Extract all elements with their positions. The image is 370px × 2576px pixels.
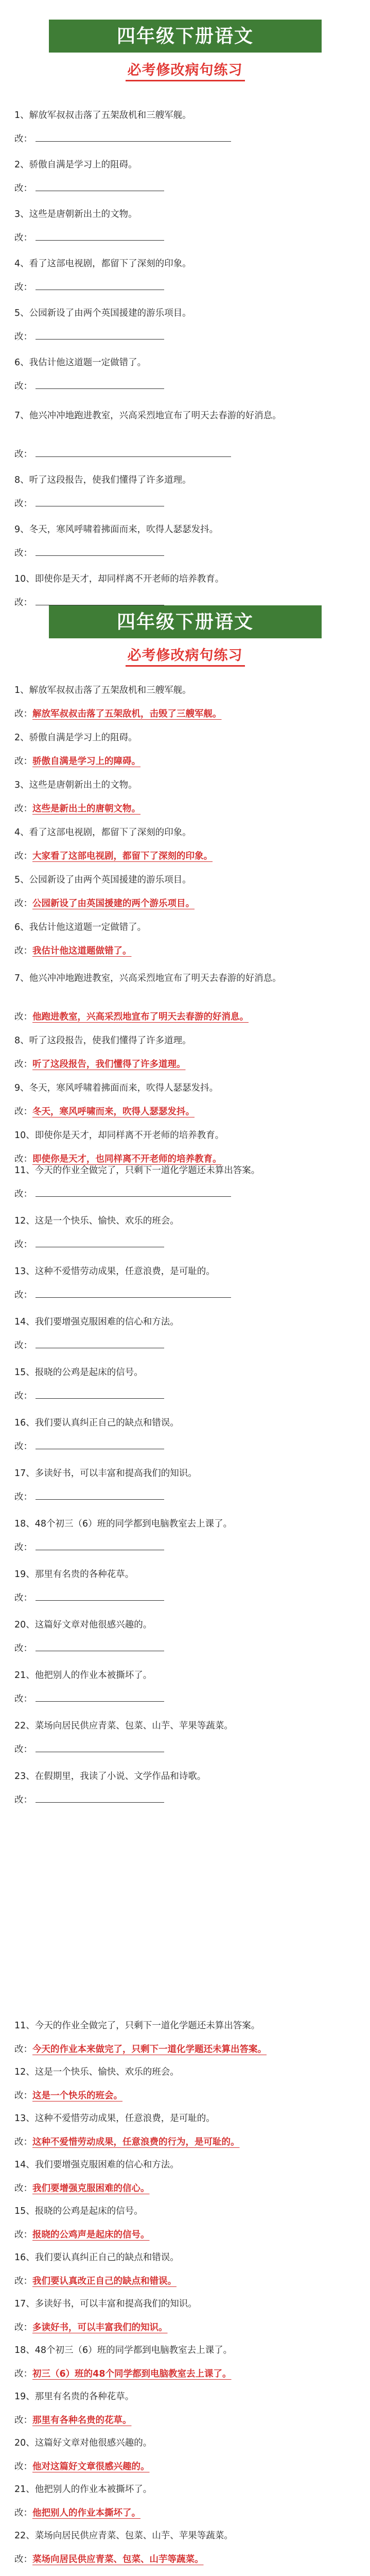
question-row <box>14 1164 359 1177</box>
question-row <box>14 1720 359 1732</box>
answer-blank-line <box>36 1340 164 1348</box>
answer-row <box>14 850 359 862</box>
question-text: 10、即使你是天才，却同样离不开老师的培养教育。 <box>14 1130 224 1141</box>
answer-blank-line <box>36 1743 164 1752</box>
question-row <box>14 573 359 585</box>
answer-text: 那里有各种名贵的花草。 <box>32 2415 132 2426</box>
question-row <box>14 2159 359 2171</box>
question-text: 7、他兴冲冲地跑进教室，兴高采烈地宣布了明天去春游的好消息。 <box>14 973 281 984</box>
question-text: 19、那里有名贵的各种花草。 <box>14 2392 134 2402</box>
question-row <box>14 2205 359 2217</box>
question-text: 3、这些是唐朝新出土的文物。 <box>14 209 137 219</box>
answer-row <box>14 1743 359 1756</box>
question-row <box>14 1265 359 1278</box>
answer-label: 改： <box>14 1442 32 1452</box>
answer-blank-line <box>36 448 231 457</box>
question-row <box>14 2391 359 2403</box>
answer-blank-line <box>36 1239 164 1247</box>
answer-text: 他对这篇好文章很感兴趣的。 <box>32 2462 150 2472</box>
question-text: 12、这是一个快乐、愉快、欢乐的班会。 <box>14 2067 179 2077</box>
question-row <box>14 2437 359 2449</box>
answer-blank-line <box>36 1693 164 1702</box>
question-text: 18、48个初三（6）班的同学都到电脑教室去上课了。 <box>14 1519 233 1529</box>
answer-blank-line <box>36 380 164 389</box>
question-row <box>14 969 359 988</box>
answer-label: 改： <box>14 282 32 293</box>
answer-label: 改： <box>14 1290 32 1300</box>
question-row <box>14 2483 359 2496</box>
question-row <box>14 779 359 791</box>
answer-label: 改： <box>14 2230 32 2240</box>
question-text: 13、这种不爱惜劳动成果，任意浪费，是可耻的。 <box>14 2113 215 2124</box>
answer-blank-line <box>36 1491 164 1500</box>
answer-blank-line <box>36 597 164 605</box>
answer-label: 改： <box>14 1391 32 1401</box>
answer-blank-line <box>36 1592 164 1601</box>
answer-blank-line <box>36 1541 164 1550</box>
answer-blank-line <box>36 331 164 340</box>
answer-blank-line <box>36 1794 164 1803</box>
answer-text: 菜场向居民供应青菜、包菜、山芋等蔬菜。 <box>32 2554 204 2565</box>
answer-text: 听了这段报告，我们懂得了许多道理。 <box>32 1059 186 1070</box>
question-text: 16、我们要认真纠正自己的缺点和错误。 <box>14 2252 179 2263</box>
question-row <box>14 2251 359 2264</box>
answer-label: 改： <box>14 2323 32 2333</box>
answer-row <box>14 1153 359 1165</box>
question-row <box>14 826 359 839</box>
question-row <box>14 684 359 697</box>
question-row <box>14 109 359 122</box>
answer-label: 改： <box>14 709 32 719</box>
question-row <box>14 2530 359 2542</box>
page-title-answers: 四年级下册语文 <box>49 605 322 638</box>
answer-row <box>14 498 359 510</box>
answer-text: 他跑进教室，兴高采烈地宣布了明天去春游的好消息。 <box>32 1012 249 1022</box>
answer-text: 多读好书，可以丰富我们的知识。 <box>32 2323 168 2333</box>
question-row <box>14 1035 359 1047</box>
answer-row <box>14 232 359 244</box>
answer-row <box>14 182 359 195</box>
answer-text: 报晓的公鸡声是起床的信号。 <box>32 2230 150 2240</box>
question-text: 8、听了这段报告，使我们懂得了许多道理。 <box>14 1036 191 1046</box>
answer-text: 这是一个快乐的班会。 <box>32 2091 122 2101</box>
question-text: 4、看了这部电视剧，都留下了深刻的印象。 <box>14 827 191 838</box>
answer-blank-line <box>36 1289 231 1298</box>
question-text: 18、48个初三（6）班的同学都到电脑教室去上课了。 <box>14 2345 233 2355</box>
question-text: 13、这种不爱惜劳动成果，任意浪费，是可耻的。 <box>14 1266 215 1277</box>
question-row <box>14 732 359 744</box>
answer-text: 今天的作业本来做完了，只剩下一道化学题还未算出答案。 <box>32 2044 267 2055</box>
question-text: 11、今天的作业全做完了，只剩下一道化学题还未算出答案。 <box>14 1165 260 1176</box>
question-text: 1、解放军叔叔击落了五架敌机和三艘军舰。 <box>14 110 191 121</box>
question-row <box>14 523 359 536</box>
question-row <box>14 208 359 221</box>
answer-row <box>14 945 359 957</box>
answer-label: 改： <box>14 2508 32 2518</box>
answer-label: 改： <box>14 2044 32 2055</box>
question-row <box>14 1215 359 1227</box>
answer-row <box>14 2553 359 2566</box>
answer-label: 改： <box>14 1154 32 1164</box>
answer-label: 改： <box>14 1744 32 1755</box>
answer-row <box>14 2461 359 2473</box>
question-text: 22、菜场向居民供应青菜、包菜、山芋、苹果等蔬菜。 <box>14 2531 233 2541</box>
question-text: 6、我估计他这道题一定做错了。 <box>14 922 147 933</box>
answer-label: 改： <box>14 1012 32 1022</box>
answer-row <box>14 2090 359 2102</box>
question-row <box>14 159 359 171</box>
answer-blank-line <box>36 498 164 506</box>
answer-label: 改： <box>14 1240 32 1250</box>
answer-row <box>14 1541 359 1554</box>
question-row <box>14 874 359 886</box>
question-row <box>14 1669 359 1682</box>
answer-text: 我们要增强克服困难的信心。 <box>32 2183 150 2194</box>
question-text: 15、报晓的公鸡是起床的信号。 <box>14 1367 143 1378</box>
question-row <box>14 1082 359 1094</box>
question-text: 22、菜场向居民供应青菜、包菜、山芋、苹果等蔬菜。 <box>14 1721 233 1731</box>
question-text: 19、那里有名贵的各种花草。 <box>14 1569 134 1580</box>
answer-label: 改： <box>14 548 32 558</box>
answer-label: 改： <box>14 1107 32 1117</box>
answer-label: 改： <box>14 1492 32 1502</box>
answer-row <box>14 2507 359 2519</box>
question-row <box>14 2298 359 2310</box>
question-text: 6、我估计他这道题一定做错了。 <box>14 358 147 368</box>
answer-row <box>14 803 359 815</box>
answer-label: 改： <box>14 1795 32 1805</box>
answer-label: 改： <box>14 2091 32 2101</box>
question-row <box>14 406 359 426</box>
question-text: 14、我们要增强克服困难的信心和方法。 <box>14 1317 179 1327</box>
question-text: 20、这篇好文章对他很感兴趣的。 <box>14 1620 152 1630</box>
answer-row <box>14 2275 359 2287</box>
question-row <box>14 307 359 319</box>
question-text: 12、这是一个快乐、愉快、欢乐的班会。 <box>14 1216 179 1226</box>
page-title: 四年级下册语文 <box>49 20 322 53</box>
answer-blank-line <box>36 133 231 142</box>
answer-text: 这种不爱惜劳动成果，任意浪费的行为，是可耻的。 <box>32 2137 240 2147</box>
answer-text: 他把别人的作业本撕坏了。 <box>32 2508 140 2518</box>
answer-label: 改： <box>14 183 32 194</box>
question-text: 5、公园新设了由两个英国援建的游乐项目。 <box>14 875 191 885</box>
answer-row <box>14 755 359 768</box>
answer-label: 改： <box>14 449 32 460</box>
answer-blank-line <box>36 182 164 191</box>
answer-row <box>14 708 359 720</box>
question-text: 7、他兴冲冲地跑进教室，兴高采烈地宣布了明天去春游的好消息。 <box>14 411 281 421</box>
question-text: 16、我们要认真纠正自己的缺点和错误。 <box>14 1418 179 1428</box>
question-text: 20、这篇好文章对他很感兴趣的。 <box>14 2438 152 2448</box>
question-row <box>14 1129 359 1142</box>
answer-label: 改： <box>14 946 32 956</box>
question-text: 17、多读好书，可以丰富和提高我们的知识。 <box>14 1468 197 1479</box>
question-row <box>14 2066 359 2078</box>
question-row <box>14 1770 359 1783</box>
question-row <box>14 2344 359 2357</box>
question-text: 23、在假期里，我读了小说、文学作品和诗歌。 <box>14 1771 206 1782</box>
page-subtitle-answers: 必考修改病句练习 <box>0 644 370 667</box>
answer-text: 我估计他这道题做错了。 <box>32 946 132 956</box>
answer-row <box>14 2414 359 2427</box>
answer-label: 改： <box>14 598 32 608</box>
answer-text: 解放军叔叔击落了五架敌机，击毁了三艘军舰。 <box>32 709 222 719</box>
question-text: 10、即使你是天才，却同样离不开老师的培养教育。 <box>14 574 224 584</box>
answer-label: 改： <box>14 899 32 909</box>
answer-row <box>14 1390 359 1402</box>
answer-label: 改： <box>14 756 32 767</box>
answer-label: 改： <box>14 804 32 814</box>
answer-row <box>14 133 359 145</box>
answer-text: 这些是新出土的唐朝文物。 <box>32 804 140 814</box>
question-row <box>14 1518 359 1530</box>
question-row <box>14 1366 359 1379</box>
answer-row <box>14 2321 359 2334</box>
answer-label: 改： <box>14 2137 32 2147</box>
question-text: 2、骄傲自满是学习上的阻碍。 <box>14 160 137 170</box>
question-text: 14、我们要增强克服困难的信心和方法。 <box>14 2160 179 2170</box>
answer-row <box>14 1440 359 1453</box>
answer-row <box>14 1239 359 1251</box>
answer-label: 改： <box>14 1643 32 1654</box>
question-row <box>14 1467 359 1480</box>
answer-row <box>14 1188 359 1200</box>
answer-blank-line <box>36 1390 164 1399</box>
answer-text: 大家看了这部电视剧，都留下了深刻的印象。 <box>32 851 213 861</box>
answer-row <box>14 1693 359 1705</box>
answer-label: 改： <box>14 851 32 861</box>
question-text: 1、解放军叔叔击落了五架敌机和三艘军舰。 <box>14 685 191 696</box>
answer-label: 改： <box>14 1059 32 1070</box>
question-text: 21、他把别人的作业本被撕坏了。 <box>14 2484 152 2495</box>
answer-row <box>14 1289 359 1301</box>
question-text: 8、听了这段报告，使我们懂得了许多道理。 <box>14 475 191 485</box>
answer-row <box>14 2043 359 2056</box>
answer-row <box>14 1058 359 1071</box>
answer-text: 即使你是天才，也同样离不开老师的培养教育。 <box>32 1154 222 1164</box>
answer-blank-line <box>36 547 164 556</box>
page-subtitle: 必考修改病句练习 <box>0 59 370 81</box>
answer-label: 改： <box>14 134 32 144</box>
answer-row <box>14 1794 359 1806</box>
question-row <box>14 357 359 369</box>
answer-label: 改： <box>14 2462 32 2472</box>
question-text: 4、看了这部电视剧，都留下了深刻的印象。 <box>14 259 191 269</box>
question-text: 15、报晓的公鸡是起床的信号。 <box>14 2206 143 2216</box>
answer-row <box>14 897 359 910</box>
question-row <box>14 1316 359 1328</box>
answer-label: 改： <box>14 2369 32 2379</box>
question-row <box>14 921 359 934</box>
answer-label: 改： <box>14 499 32 509</box>
answer-blank-line <box>36 1188 231 1197</box>
question-row <box>14 1619 359 1631</box>
answer-blank-line <box>36 1440 164 1449</box>
answer-label: 改： <box>14 1593 32 1603</box>
question-text: 5、公园新设了由两个英国援建的游乐项目。 <box>14 308 191 318</box>
answer-label: 改： <box>14 2415 32 2426</box>
answer-label: 改： <box>14 332 32 342</box>
answer-text: 冬天，寒风呼啸而来，吹得人瑟瑟发抖。 <box>32 1107 195 1117</box>
question-row <box>14 1417 359 1429</box>
question-text: 11、今天的作业全做完了，只剩下一道化学题还未算出答案。 <box>14 2021 260 2031</box>
answer-row <box>14 1642 359 1655</box>
answer-row <box>14 448 359 461</box>
answer-row <box>14 2182 359 2195</box>
answer-row <box>14 281 359 294</box>
answer-label: 改： <box>14 1341 32 1351</box>
answer-label: 改： <box>14 1694 32 1704</box>
answer-label: 改： <box>14 1543 32 1553</box>
answer-row <box>14 547 359 560</box>
answer-row <box>14 1340 359 1352</box>
answer-label: 改： <box>14 1189 32 1199</box>
question-text: 17、多读好书，可以丰富和提高我们的知识。 <box>14 2299 197 2309</box>
answer-blank-line <box>36 281 164 290</box>
answer-row <box>14 1011 359 1023</box>
question-row <box>14 1568 359 1581</box>
answer-label: 改： <box>14 2183 32 2194</box>
answer-label: 改： <box>14 2554 32 2565</box>
answer-row <box>14 2368 359 2380</box>
question-text: 9、冬天，寒风呼啸着拂面而来，吹得人瑟瑟发抖。 <box>14 524 219 535</box>
answer-row <box>14 1592 359 1604</box>
answer-text: 公园新设了由英国援建的两个游乐项目。 <box>32 899 195 909</box>
question-row <box>14 258 359 270</box>
question-row <box>14 2020 359 2032</box>
question-text: 21、他把别人的作业本被撕坏了。 <box>14 1670 152 1681</box>
question-text: 2、骄傲自满是学习上的阻碍。 <box>14 733 137 743</box>
answer-row <box>14 380 359 393</box>
answer-row <box>14 2229 359 2241</box>
answer-label: 改： <box>14 233 32 243</box>
answer-row <box>14 331 359 343</box>
answer-text: 我们要认真改正自己的缺点和错误。 <box>32 2276 177 2286</box>
answer-label: 改： <box>14 381 32 392</box>
question-row <box>14 2112 359 2125</box>
answer-row <box>14 2136 359 2148</box>
question-row <box>14 474 359 486</box>
answer-blank-line <box>36 1642 164 1651</box>
answer-blank-line <box>36 232 164 241</box>
answer-text: 骄傲自满是学习上的障碍。 <box>32 756 140 767</box>
answer-row <box>14 1491 359 1503</box>
answer-text: 初三（6）班的48个同学都到电脑教室去上课了。 <box>32 2369 232 2379</box>
question-text: 3、这些是唐朝新出土的文物。 <box>14 780 137 790</box>
answer-row <box>14 1106 359 1118</box>
answer-label: 改： <box>14 2276 32 2286</box>
question-text: 9、冬天，寒风呼啸着拂面而来，吹得人瑟瑟发抖。 <box>14 1083 219 1093</box>
